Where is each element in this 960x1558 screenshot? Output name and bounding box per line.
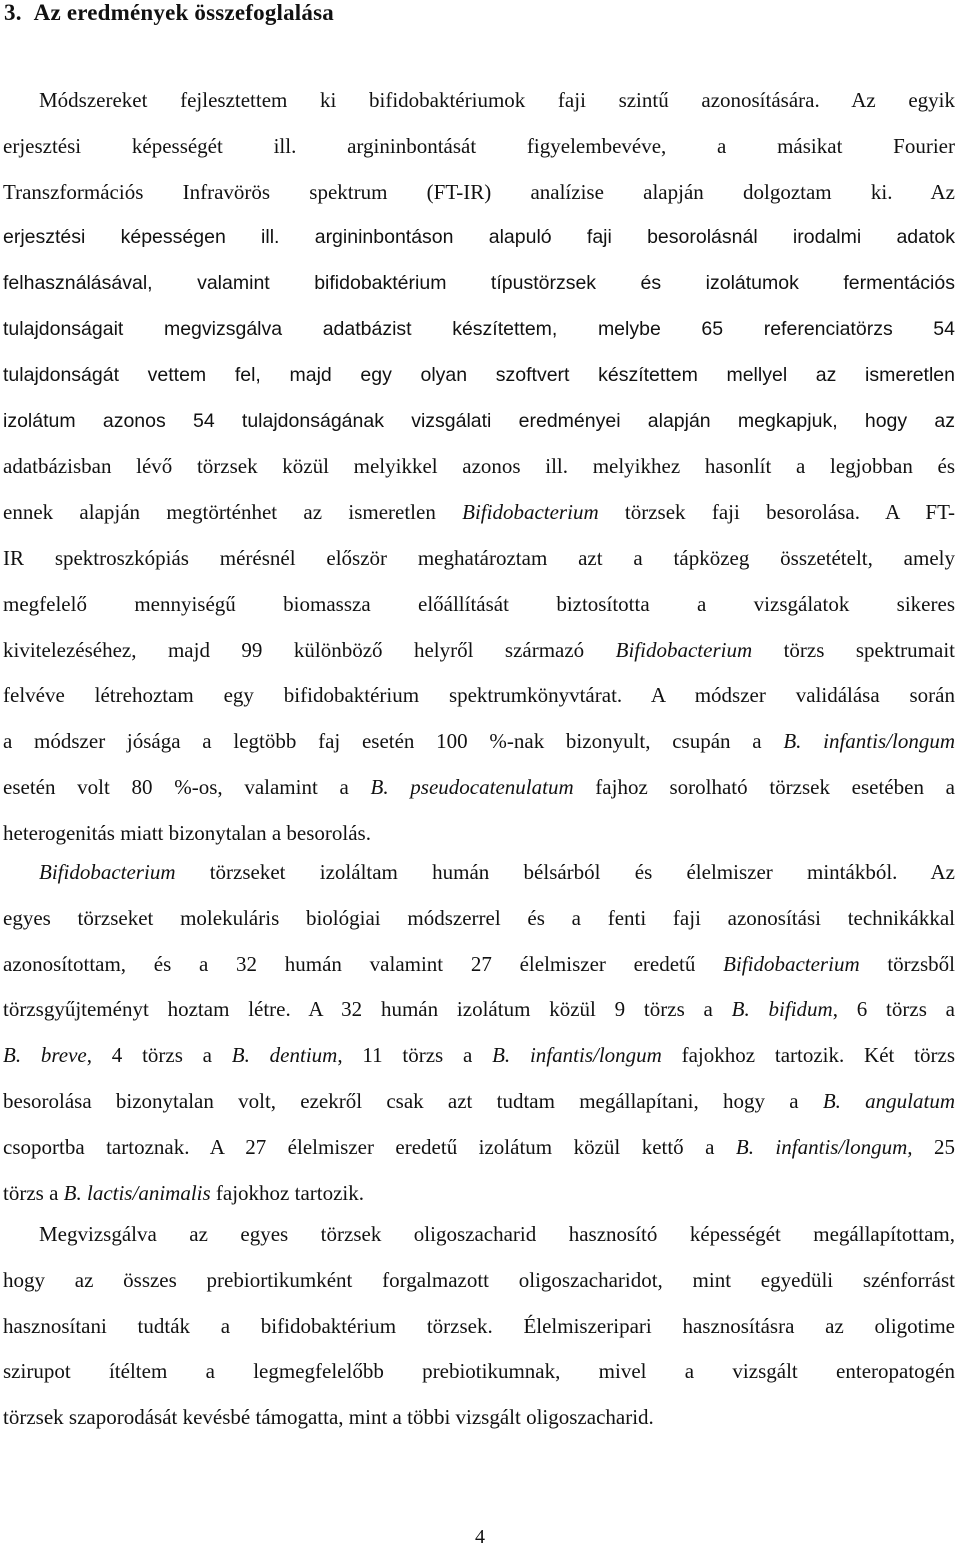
- text-run: IR spektroszkópiás mérésnél először meghatároztam azt a tápközeg összetételt, amely: [3, 545, 955, 570]
- text-line: [3, 987, 955, 1033]
- text-run: kivitelezéséhez, majd 99 különböző helyről származó: [3, 637, 616, 662]
- italic-term: B. breve: [3, 1043, 87, 1068]
- text-line: [3, 78, 955, 124]
- text-run: szirupot ítéltem a legmegfelelőbb prebiotikumnak, mivel a vizsgált enteropatogén: [3, 1359, 955, 1384]
- text-run: izolátum azonos 54 tulajdonságának vizsgálati eredményei alapján megkapjuk, hogy az: [3, 409, 955, 432]
- text-run: hogy az összes prebiortikumként forgalmazott oligoszacharidot, mint egyedüli szénforrást: [3, 1267, 955, 1292]
- text-run: 25: [912, 1134, 955, 1159]
- text-run: törzsek faji besorolása. A FT-: [598, 500, 955, 525]
- text-run: Transzformációs Infravörös spektrum (FT-IR) analízise alapján dolgoztam ki. Az: [3, 179, 955, 204]
- paragraph-oligosaccharides: [3, 1212, 955, 1441]
- text-run: Módszereket fejlesztettem ki bifidobaktériumok faji szintű azonosítására. Az egyik: [39, 88, 955, 112]
- text-line: [3, 1395, 955, 1441]
- text-run: , 6 törzs a: [832, 997, 955, 1022]
- text-run: erjesztési képességét ill. argininbontását figyelembevéve, a másikat Fourier: [3, 133, 955, 158]
- text-line: [3, 582, 955, 628]
- italic-term: Bifidobacterium: [615, 637, 753, 662]
- text-run: ennek alapján megtörténhet az ismeretlen: [3, 500, 463, 525]
- text-run: fajokhoz tartozik.: [210, 1180, 365, 1205]
- page-number: 4: [475, 1526, 485, 1548]
- text-line: [3, 1349, 955, 1395]
- italic-term: B. infantis/longum: [783, 729, 955, 754]
- text-run: , 4 törzs a: [86, 1043, 232, 1068]
- text-line: [3, 170, 955, 216]
- section-heading: [4, 0, 334, 32]
- section-number: 3.: [4, 0, 22, 25]
- text-line: [3, 673, 955, 719]
- text-run: törzsből: [859, 951, 955, 976]
- text-line: [3, 307, 955, 353]
- text-line: [3, 628, 955, 674]
- text-run: hasznosítani tudták a bifidobaktérium törzsek. Élelmiszeripari hasznosításra az oligotime: [3, 1313, 955, 1338]
- text-run: fajhoz sorolható törzsek esetében a: [573, 774, 955, 799]
- text-run: felhasználásával, valamint bifidobaktérium típustörzsek és izolátumok fermentációs: [3, 272, 955, 295]
- text-run: tulajdonságát vettem fel, majd egy olyan szoftvert készítettem mellyel az ismeretlen: [3, 363, 955, 386]
- text-line: [3, 719, 955, 765]
- text-run: törzseket izoláltam humán bélsárból és élelmiszer mintákból. Az: [175, 860, 955, 884]
- text-line: [3, 536, 955, 582]
- text-line: [3, 942, 955, 988]
- text-line: [3, 1125, 955, 1171]
- text-line: [3, 850, 955, 896]
- text-line: [3, 1258, 955, 1304]
- section-title: Az eredmények összefoglalása: [33, 0, 334, 25]
- italic-term: B. bifidum: [731, 997, 833, 1022]
- italic-term: B. pseudocatenulatum: [370, 774, 574, 799]
- italic-term: B. infantis/longum: [492, 1043, 662, 1068]
- text-line: [3, 1171, 955, 1217]
- text-run: adatbázisban lévő törzsek közül melyikkel azonos ill. melyikhez hasonlít a legjobban és: [3, 454, 955, 479]
- text-line: [3, 444, 955, 490]
- italic-term: Bifidobacterium: [723, 951, 860, 976]
- text-run: besorolása bizonytalan volt, ezekről csak azt tudtam megállapítani, hogy a: [3, 1088, 823, 1113]
- text-line: [3, 261, 955, 307]
- text-run: esetén volt 80 %-os, valamint a: [3, 774, 371, 799]
- text-line: [3, 1033, 955, 1079]
- text-line: [3, 124, 955, 170]
- text-run: fajokhoz tartozik. Két törzs: [661, 1043, 955, 1068]
- text-run: megfelelő mennyiségű biomassza előállítását biztosította a vizsgálatok sikeres: [3, 591, 955, 616]
- text-run: csoportba tartoznak. A 27 élelmiszer eredetű izolátum közül kettő a: [3, 1134, 736, 1159]
- text-run: Megvizsgálva az egyes törzsek oligoszacharid hasznosító képességét megállapítottam,: [39, 1222, 955, 1246]
- text-line: [3, 399, 955, 445]
- paragraph-isolation: [3, 850, 955, 1216]
- text-run: törzsgyűjteményt hoztam létre. A 32 humán izolátum közül 9 törzs a: [3, 997, 732, 1022]
- text-run: azonosítottam, és a 32 humán valamint 27 élelmiszer eredetű: [3, 951, 724, 976]
- text-line: [3, 765, 955, 811]
- text-line: [3, 490, 955, 536]
- text-line: [3, 215, 955, 261]
- text-run: törzs spektrumait: [752, 637, 955, 662]
- text-run: heterogenitás miatt bizonytalan a besorolás.: [3, 820, 371, 845]
- text-run: egyes törzseket molekuláris biológiai módszerrel és a fenti faji azonosítási technikákkal: [3, 905, 955, 930]
- italic-term: B. dentium: [231, 1043, 338, 1068]
- italic-term: Bifidobacterium: [39, 860, 176, 884]
- italic-term: B. lactis/animalis: [63, 1180, 211, 1205]
- text-run: törzsek szaporodását kevésbé támogatta, mint a többi vizsgált oligoszacharid.: [3, 1405, 654, 1430]
- text-line: [3, 1079, 955, 1125]
- text-run: erjesztési képességen ill. argininbontáson alapuló faji besorolásnál irodalmi adatok: [3, 226, 955, 249]
- italic-term: Bifidobacterium: [462, 500, 599, 525]
- italic-term: B. angulatum: [822, 1088, 955, 1113]
- text-run: törzs a: [3, 1180, 64, 1205]
- italic-term: B. infantis/longum,: [735, 1134, 913, 1159]
- text-line: [3, 1212, 955, 1258]
- text-line: [3, 353, 955, 399]
- text-line: [3, 896, 955, 942]
- paragraph-methods: [3, 78, 955, 857]
- text-line: [3, 1304, 955, 1350]
- text-run: a módszer jósága a legtöbb faj esetén 100 %-nak bizonyult, csupán a: [3, 729, 784, 754]
- text-run: tulajdonságait megvizsgálva adatbázist készítettem, melybe 65 referenciatörzs 54: [3, 317, 955, 340]
- text-run: , 11 törzs a: [337, 1043, 493, 1068]
- text-run: felvéve létrehoztam egy bifidobaktérium spektrumkönyvtárat. A módszer validálása során: [3, 683, 955, 708]
